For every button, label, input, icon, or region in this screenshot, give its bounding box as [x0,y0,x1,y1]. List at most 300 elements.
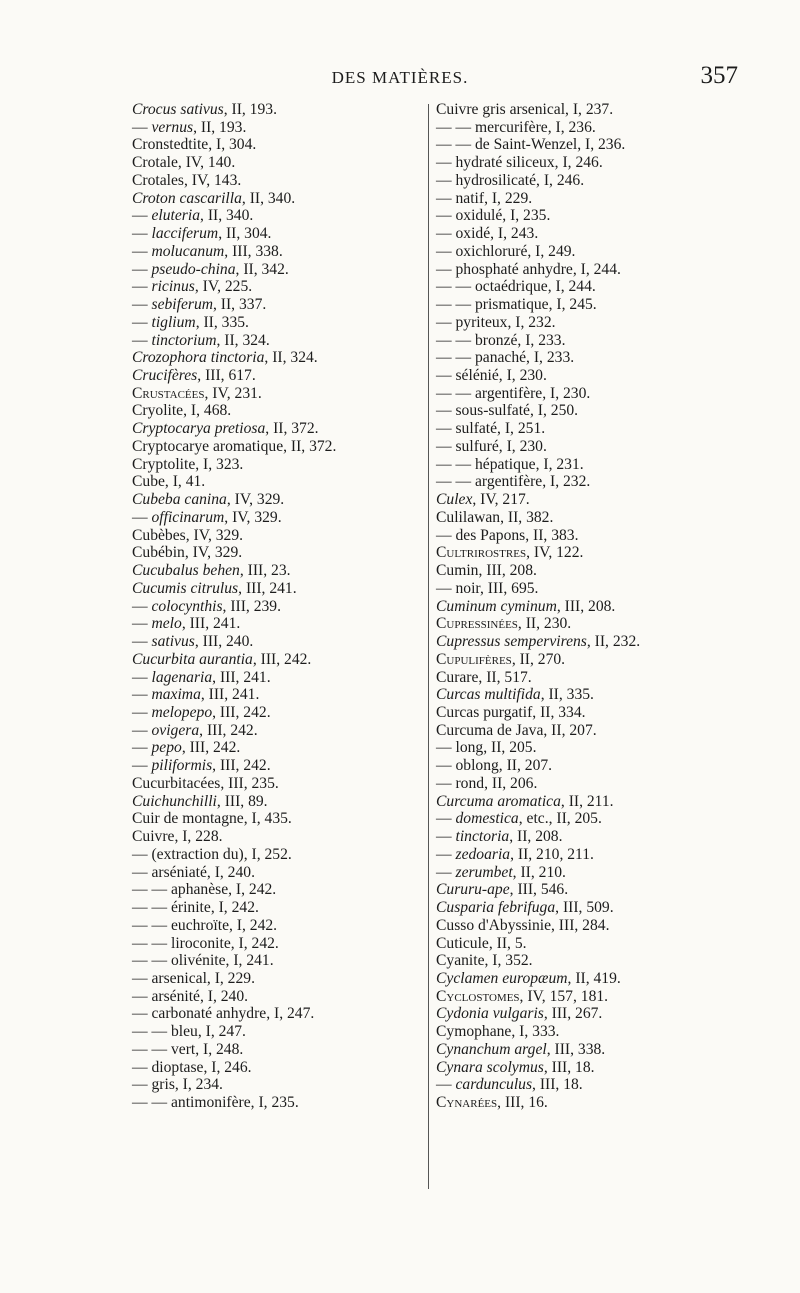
index-entry [132,509,424,527]
index-entry-text: , II, 342. [235,260,289,278]
index-entry-text: , III, 617. [197,367,256,385]
index-entry-text: , III, 242. [212,703,271,721]
index-entry [436,686,736,704]
index-entry-text: Cryptocarye aromatique, II, 372. [132,437,337,455]
index-entry [132,207,424,225]
index-entry-text: melo [151,615,182,633]
index-entry-text: — (extraction du), I, 252. [132,845,292,863]
index-entry-text: — [132,615,152,633]
index-entry-text: , III, 242. [181,739,241,757]
index-entry [132,1076,424,1094]
index-entry [436,527,736,545]
index-entry [436,970,736,988]
index-entry [132,332,424,350]
index-entry-text: — [132,242,152,260]
index-entry-text: , III, 242. [252,650,312,668]
index-entry [436,651,736,669]
index-entry [436,757,736,775]
index-entry-text: , II, 211. [560,792,614,810]
index-entry-text: — — mercurifère, I, 236. [436,118,596,136]
index-entry-text: , IV, 231. [204,384,262,402]
index-entry-text: Cyanite, I, 352. [436,952,533,970]
index-entry-text: , III, 241. [212,668,271,686]
index-entry-text: Cucumis citrulus [132,579,239,597]
index-entry [436,243,736,261]
index-entry-text: , II, 335. [540,686,594,704]
index-entry-text: , IV, 329. [224,508,282,526]
index-entry [436,881,736,899]
index-entry [132,757,424,775]
index-entry [132,810,424,828]
index-entry [132,119,424,137]
index-entry-text: Cube, I, 41. [132,473,206,491]
index-entry [436,207,736,225]
index-entry-text: , II, 324. [264,349,318,367]
index-entry-text: — [132,225,152,243]
index-entry [436,793,736,811]
index-entry-text: — long, II, 205. [436,739,537,757]
index-entry-text: Cyclostomes [436,987,520,1005]
index-entry [132,722,424,740]
index-entry-text: Crozophora tinctoria [132,349,265,367]
index-entry-text: — [132,278,152,296]
index-entry [132,527,424,545]
index-entry-text: , IV, 225. [194,278,253,296]
index-entry-text: , IV, 329. [226,491,285,509]
index-entry-text: Curcuma de Java, II, 207. [436,721,597,739]
index-entry [436,473,736,491]
index-entry-text: — des Papons, II, 383. [436,526,579,544]
index-entry-text: — [132,668,152,686]
index-entry-text: , II, 335. [195,313,249,331]
index-entry-text: lacciferum [151,225,219,243]
index-entry [132,739,424,757]
index-entry [436,190,736,208]
index-entry [132,952,424,970]
index-entry-text: Cubèbes, IV, 329. [132,526,244,544]
index-entry-text: , III, 241. [200,686,260,704]
index-entry [436,988,736,1006]
index-entry-text: — — liroconite, I, 242. [132,934,279,952]
index-entry-text: Cumin, III, 208. [436,562,537,580]
index-entry-text: Cultrirostres [436,544,527,562]
index-entry-text: Cucurbitacées, III, 235. [132,774,279,792]
index-entry-text: Cururu-ape [436,881,510,899]
index-entry [436,669,736,687]
index-entry [436,775,736,793]
index-entry [436,598,736,616]
index-entry-text: , II, 340. [241,189,296,207]
index-entry-text: Cupressinées [436,615,518,633]
index-entry-text: — natif, I, 229. [436,189,533,207]
index-entry-text: ovigera [151,721,200,739]
index-entry [436,828,736,846]
index-entry-text: maxima [151,686,201,704]
index-entry [132,704,424,722]
index-entry-text: eluteria [151,207,201,225]
index-entry-text: , III, 18. [532,1076,583,1094]
index-entry-text: — — panaché, I, 233. [436,349,575,367]
index-entry-text: Cusparia febrifuga [436,899,556,917]
page-number: 357 [700,62,738,89]
index-entry-text: — — hépatique, I, 231. [436,455,584,473]
index-entry-text: — [132,597,152,615]
index-entry [132,1005,424,1023]
index-entry-text: — [132,207,152,225]
index-entry-text: Cydonia vulgaris [436,1005,544,1023]
index-entry-text: , II, 270. [511,650,566,668]
index-entry [436,261,736,279]
index-entry [132,793,424,811]
index-entry [436,864,736,882]
index-entry [436,172,736,190]
index-entry-text: — — argentifère, I, 232. [436,473,591,491]
index-entry-text: , III, 338. [546,1040,606,1058]
index-entry-text: , II, 372. [265,420,319,438]
index-entry-text: , II, 419. [567,969,621,987]
index-entry-text: , III, 546. [509,881,569,899]
index-entry [436,101,736,119]
index-entry [132,864,424,882]
index-entry-text: — [436,810,456,828]
index-entry-text: — [132,633,152,651]
index-entry [436,456,736,474]
index-entry [132,970,424,988]
index-entry-text: melopepo [151,703,213,721]
index-entry [132,633,424,651]
index-entry-text: — — de Saint-Wenzel, I, 236. [436,136,626,154]
index-entry-text: Curcuma aromatica [436,792,561,810]
index-entry [436,154,736,172]
index-entry-text: Cuticule, II, 5. [436,934,527,952]
index-entry-text: Cuir de montagne, I, 435. [132,810,292,828]
index-entry-text: tiglium [151,313,196,331]
index-entry-text: — [132,331,152,349]
index-entry [132,1041,424,1059]
index-entry-text: Crotales, IV, 143. [132,171,242,189]
index-entry-text: — gris, I, 234. [132,1076,223,1094]
index-entry-text: — [132,508,152,526]
index-entry [132,544,424,562]
index-entry-text: — hydraté siliceux, I, 246. [436,154,603,172]
index-entry-text: , II, 304. [218,225,272,243]
index-entry-text: — arsénité, I, 240. [132,987,249,1005]
index-entry [436,615,736,633]
index-entry-text: — — octaédrique, I, 244. [436,278,596,296]
index-entry-text: Cucurbita aurantia [132,650,253,668]
index-entry-text: , III, 267. [543,1005,603,1023]
index-entry-text: piliformis [151,757,213,775]
index-entry-text: , III, 16. [497,1094,548,1112]
index-entry-text: — — argentifère, I, 230. [436,384,591,402]
index-entry-text: — — érinite, I, 242. [132,899,259,917]
index-entry-text: — noir, III, 695. [436,579,539,597]
index-entry [132,473,424,491]
index-entry-text: Cryptocarya pretiosa [132,420,266,438]
index-entry [436,1005,736,1023]
index-entry [436,1041,736,1059]
column-divider [428,104,429,1189]
index-entry [132,580,424,598]
index-entry [436,562,736,580]
index-entry-text: Crocus sativus [132,101,224,118]
index-entry-text: — [132,260,152,278]
index-entry-text: vernus [151,118,194,136]
index-entry-text: Culilawan, II, 382. [436,508,554,526]
index-entry [436,935,736,953]
index-entry-text: sativus [151,633,195,651]
index-entry [132,402,424,420]
index-entry [132,828,424,846]
index-entry-text: , IV, 157, 181. [519,987,609,1005]
running-title: DES MATIÈRES. [331,68,469,87]
index-entry-text: — [436,1076,456,1094]
index-entry-text: Cyclamen europæum [436,969,568,987]
index-entry [436,917,736,935]
index-entry [132,669,424,687]
index-entry [132,988,424,1006]
index-entry-text: , III, 509. [555,899,614,917]
index-entry-text: Cusso d'Abyssinie, III, 284. [436,916,610,934]
index-entry-text: ricinus [151,278,195,296]
index-entry-text: — [132,296,152,314]
index-entry [132,846,424,864]
index-entry [132,491,424,509]
index-entry-text: Cubeba canina [132,491,227,509]
index-entry [436,349,736,367]
index-entry-text: — arséniaté, I, 240. [132,863,255,881]
index-entry-text: — [436,845,456,863]
index-entry [132,935,424,953]
index-entry-text: — arsenical, I, 229. [132,969,255,987]
index-entry-text: Croton cascarilla [132,189,242,207]
index-entry-text: , III, 241. [238,579,297,597]
index-entry-text: — oxichloruré, I, 249. [436,242,576,260]
index-entry-text: — dioptase, I, 246. [132,1058,252,1076]
index-entry [436,314,736,332]
index-entry-text: — sulfaté, I, 251. [436,420,546,438]
index-entry-text: , III, 18. [543,1058,595,1076]
index-entry-text: , III, 208. [556,597,616,615]
index-entry-text: — — euchroïte, I, 242. [132,916,278,934]
index-entry-text: Cubébin, IV, 329. [132,544,243,562]
index-entry [436,402,736,420]
index-entry-text: , II, 210. [512,863,566,881]
index-entry-text: — [132,721,152,739]
index-entry-text: sebiferum [151,296,213,314]
index-entry-text: — phosphaté anhydre, I, 244. [436,260,621,278]
index-entry [436,952,736,970]
index-entry [436,633,736,651]
index-entry [436,225,736,243]
index-entry-text: — — bleu, I, 247. [132,1023,246,1041]
index-entry [436,544,736,562]
index-entry-text: — hydrosilicaté, I, 246. [436,171,585,189]
index-entry-text: colocynthis [151,597,223,615]
index-entry [132,314,424,332]
index-entry-text: Crucifères [132,367,198,385]
index-column-left [132,101,424,1112]
index-entry [132,278,424,296]
index-entry-text: , IV, 217. [472,491,530,509]
index-entry-text: Cryptolite, I, 323. [132,455,244,473]
index-entry [132,598,424,616]
index-entry [132,190,424,208]
index-entry [436,846,736,864]
index-entry [132,651,424,669]
index-entry [436,1076,736,1094]
index-entry [132,385,424,403]
index-entry [132,349,424,367]
index-entry-text: , II, 193. [223,101,277,118]
index-entry-text: — [436,863,456,881]
index-entry-text: — [132,313,152,331]
index-entry [132,1023,424,1041]
index-entry-text: Cymophane, I, 333. [436,1023,560,1041]
index-entry [436,509,736,527]
index-entry [436,810,736,828]
index-entry-text: — — olivénite, I, 241. [132,952,274,970]
index-entry-text: — rond, II, 206. [436,774,538,792]
index-entry-text: , III, 338. [224,242,283,260]
index-entry-text: Cuivre, I, 228. [132,828,223,846]
index-entry-text: — [132,739,152,757]
index-entry [436,438,736,456]
index-entry-text: molucanum [151,242,225,260]
index-entry-text: , II, 210, 211. [510,845,594,863]
index-entry-text: , III, 239. [222,597,281,615]
index-entry [132,296,424,314]
index-entry-text: — [132,703,152,721]
index-entry-text: — sous-sulfaté, I, 250. [436,402,579,420]
index-entry [132,686,424,704]
index-entry [436,1094,736,1112]
index-entry-text: , II, 337. [213,296,267,314]
index-entry-text: — oxidé, I, 243. [436,225,539,243]
index-entry-text: Curare, II, 517. [436,668,532,686]
index-entry-text: , III, 242. [212,757,271,775]
index-entry-text: Cronstedtite, I, 304. [132,136,257,154]
index-entry [132,881,424,899]
index-entry-text: , III, 89. [216,792,268,810]
index-entry-text: , II, 340. [200,207,254,225]
index-entry-text: — oxidulé, I, 235. [436,207,551,225]
index-entry-text: Cuminum cyminum [436,597,557,615]
index-entry-text: , III, 240. [194,633,254,651]
index-entry-text: Cucubalus behen [132,562,240,580]
index-entry-text: , etc., II, 205. [518,810,602,828]
index-entry [436,580,736,598]
index-entry-text: , III, 241. [181,615,241,633]
index-entry [132,136,424,154]
index-entry-text: — — aphanèse, I, 242. [132,881,277,899]
index-entry [132,456,424,474]
index-entry [436,332,736,350]
index-entry [436,278,736,296]
index-entry-text: pseudo-china [151,260,236,278]
index-entry-text: Cupulifères [436,650,512,668]
index-entry [132,367,424,385]
index-entry-text: — carbonaté anhydre, I, 247. [132,1005,315,1023]
index-entry [436,1059,736,1077]
index-entry-text: — sulfuré, I, 230. [436,437,547,455]
index-entry-text: lagenaria [151,668,213,686]
index-entry-text: , III, 23. [239,562,291,580]
index-entry [436,1023,736,1041]
index-entry [436,119,736,137]
index-entry [132,917,424,935]
index-entry-text: — [436,828,456,846]
index-entry-text: — [132,118,152,136]
index-entry-text: — — antimonifère, I, 235. [132,1094,299,1112]
index-entry [436,367,736,385]
index-entry-text: — sélénié, I, 230. [436,367,547,385]
index-entry [436,899,736,917]
index-entry-text: — [132,757,152,775]
index-entry-text: Cryolite, I, 468. [132,402,232,420]
index-entry-text: , II, 193. [193,118,247,136]
index-entry-text: Cupressus sempervirens [436,633,587,651]
index-entry [132,101,424,119]
index-entry-text: Cynanchum argel [436,1040,547,1058]
index-entry-text: — oblong, II, 207. [436,757,553,775]
index-entry [436,420,736,438]
index-entry-text: officinarum [151,508,225,526]
index-entry [132,172,424,190]
index-entry [436,385,736,403]
index-entry [436,704,736,722]
index-entry-text: Crotale, IV, 140. [132,154,236,172]
index-entry-text: zerumbet [455,863,513,881]
index-entry [132,1094,424,1112]
index-entry-text: zedoaria [455,845,511,863]
index-entry-text: — [132,686,152,704]
index-entry [436,722,736,740]
index-entry [132,225,424,243]
index-entry-text: Cuichunchilli [132,792,217,810]
index-entry [436,136,736,154]
index-entry-text: tinctorium [151,331,217,349]
index-entry-text: Cuivre gris arsenical, I, 237. [436,101,614,118]
index-entry-text: domestica [455,810,519,828]
index-entry-text: pepo [151,739,182,757]
index-entry [132,899,424,917]
index-entry [132,615,424,633]
index-entry [132,243,424,261]
index-entry-text: — — prismatique, I, 245. [436,296,597,314]
index-entry-text: , II, 232. [586,633,641,651]
index-entry [132,438,424,456]
index-entry-text: , II, 324. [216,331,270,349]
index-entry [436,491,736,509]
index-entry-text: , II, 208. [509,828,563,846]
index-entry [132,1059,424,1077]
index-entry-text: — pyriteux, I, 232. [436,313,556,331]
index-entry-text: Curcas purgatif, II, 334. [436,703,586,721]
index-entry [436,739,736,757]
index-entry [132,154,424,172]
index-entry-text: , II, 230. [517,615,572,633]
index-entry-text: — — bronzé, I, 233. [436,331,566,349]
index-entry-text: Curcas multifida [436,686,541,704]
index-entry [132,261,424,279]
index-entry-text: — — vert, I, 248. [132,1040,244,1058]
index-entry [132,420,424,438]
index-entry [132,562,424,580]
index-entry-text: Cynarées [436,1094,498,1112]
index-entry-text: cardunculus [455,1076,533,1094]
index-entry [132,775,424,793]
